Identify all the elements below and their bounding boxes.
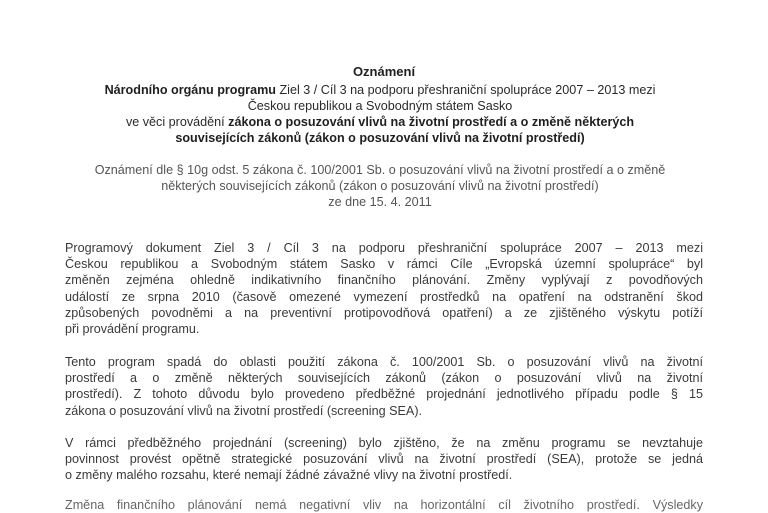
document-header (60, 82, 700, 146)
header-line-2: Českou republikou a Svobodným státem Sasko (247, 99, 513, 113)
notice-line-2: některých souvisejících zákonů (zákon o posuzování vlivů na životní prostředí) (161, 179, 599, 193)
notice-line-1: Oznámení dle § 10g odst. 5 zákona č. 100/2001 Sb. o posuzování vlivů na životní prostředí a o změně (94, 163, 666, 177)
paragraph-1 (65, 240, 703, 337)
document-title: Oznámení (352, 64, 416, 79)
paragraph-4 (65, 497, 703, 513)
header-law-title: zákona o posuzování vlivů na životní prostředí a o změně některých (228, 115, 635, 129)
paragraph-2 (65, 354, 703, 419)
paragraph-line: změněn zejména ohledně indikativního finančního plánování. Změny vyplývají z povodňových (65, 273, 703, 288)
paragraph-3 (65, 435, 703, 484)
paragraph-line: Programový dokument Ziel 3 / Cíl 3 na podporu přeshraniční spolupráce 2007 – 2013 mezi (65, 241, 703, 255)
paragraph-line: povinnost provést opětně strategické posuzování vlivů na životní prostředí (SEA), protože se jedná (65, 452, 703, 467)
paragraph-line: prostředí). Z tohoto důvodu bylo provedeno předběžné projednání jednotlivého případu podle § 15 (65, 387, 703, 402)
notice-date: ze dne 15. 4. 2011 (328, 195, 432, 209)
paragraph-line: Změna finančního plánování nemá negativní vliv na horizontální cíl životního prostředí. Výsledky (65, 498, 703, 512)
header-line-3 (60, 114, 700, 130)
header-line-1 (60, 82, 700, 98)
paragraph-line: při provádění programu. (65, 322, 200, 337)
header-line-4 (60, 130, 700, 146)
header-law-subtitle: souvisejících zákonů (zákon o posuzování vlivů na životní prostředí) (175, 131, 585, 145)
paragraph-line: Českou republikou a Svobodným státem Sasko v rámci Cíle „Evropská územní spolupráce“ byl (65, 257, 703, 272)
paragraph-line: zákona o posuzování vlivů na životní prostředí (screening SEA). (65, 403, 423, 418)
paragraph-line: prostředí a o změně některých souvisejících zákonů (zákon o posuzování vlivů na životní (65, 371, 703, 386)
header-authority: Národního orgánu programu (104, 83, 276, 97)
paragraph-line: způsobených povodněmi a na preventivní protipovodňová opatření) a ze zjištěného výskytu potíží (65, 305, 703, 320)
paragraph-line: Tento program spadá do oblasti použití zákona č. 100/2001 Sb. o posuzování vlivů na životní (65, 355, 703, 369)
paragraph-line: událostí ze srpna 2010 (časově omezené vymezení prostředků na opatření na odstranění škod (65, 289, 703, 304)
paragraph-line: V rámci předběžného projednání (screening) bylo zjištěno, že na změnu programu se nevztahuje (65, 436, 703, 450)
header-program: Ziel 3 / Cíl 3 na podporu přeshraniční spolupráce 2007 – 2013 mezi (275, 83, 656, 97)
notice-block (60, 162, 700, 210)
paragraph-line: o změny malého rozsahu, které nemají žádné závažné vlivy na životní prostředí. (65, 468, 513, 483)
header-line-3-start: ve věci provádění (125, 115, 229, 129)
